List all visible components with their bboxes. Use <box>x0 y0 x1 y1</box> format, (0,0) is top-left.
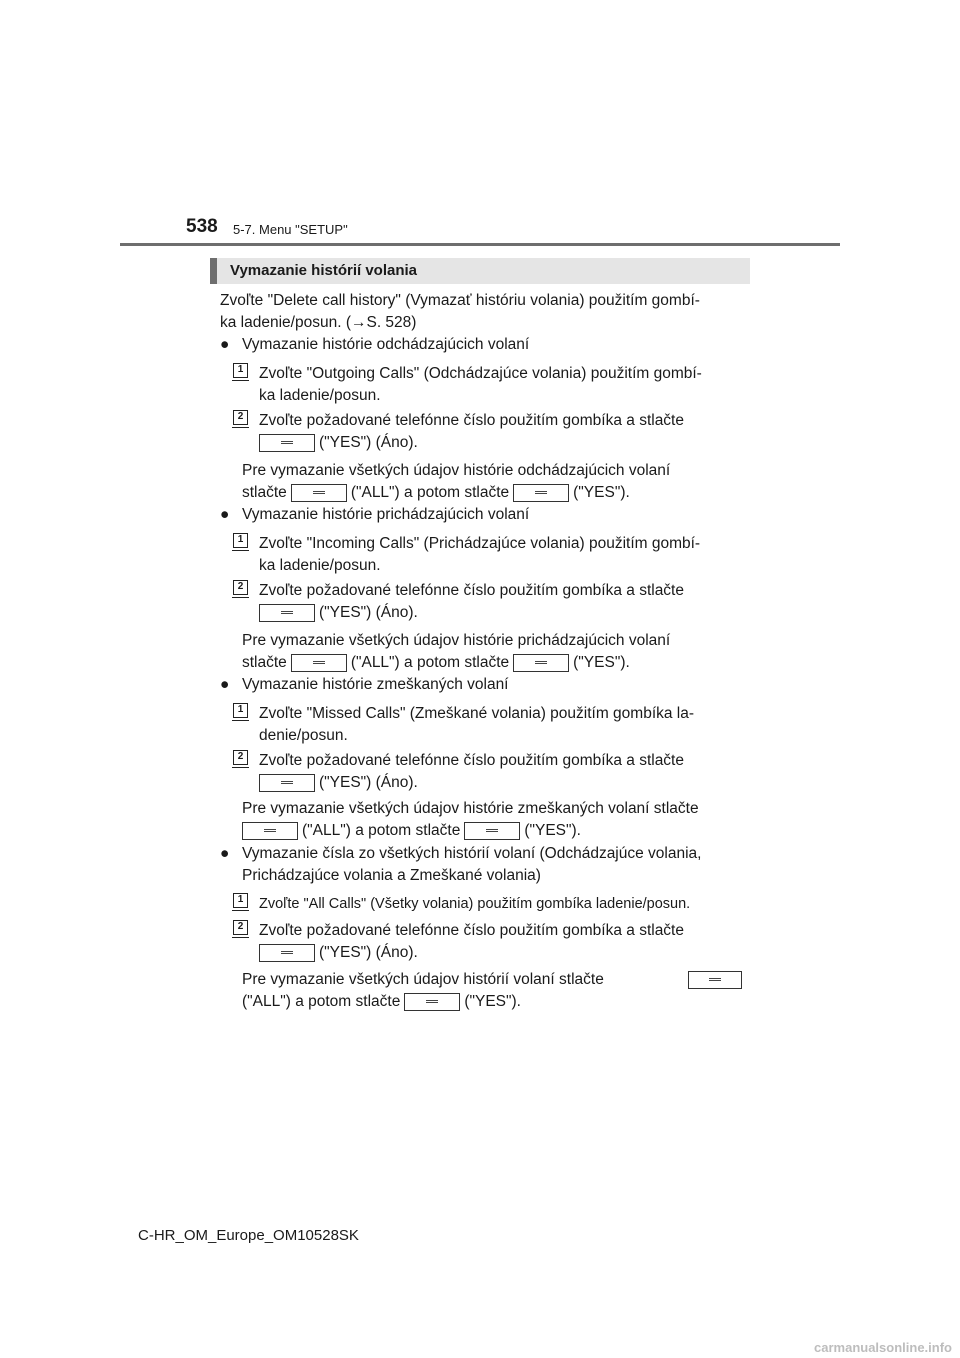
yes-button-icon <box>259 434 315 452</box>
step-number-2: 2 <box>233 920 248 935</box>
section-title: Vymazanie histórií volania <box>230 262 418 279</box>
step-number-1: 1 <box>233 363 248 378</box>
all-button-icon <box>688 971 742 989</box>
yes-button-icon <box>259 774 315 792</box>
all-note-c: ("YES"). <box>464 993 521 1010</box>
missed-note-line1: Pre vymazanie všetkých údajov histórie zmeškaných volaní stlačte <box>242 800 699 817</box>
step-number-1: 1 <box>233 893 248 908</box>
incoming-step2-line2: ("YES") (Áno). <box>319 604 418 621</box>
bullet-icon: ● <box>220 336 230 353</box>
all-button-icon <box>291 654 347 672</box>
outgoing-step1-line1: Zvoľte "Outgoing Calls" (Odchádzajúce volania) použitím gombí- <box>259 365 702 382</box>
yes-button-icon <box>513 484 569 502</box>
all-step1-line1: Zvoľte "All Calls" (Všetky volania) použitím gombíka ladenie/posun. <box>259 896 691 912</box>
section-header <box>210 258 750 284</box>
step-number-2: 2 <box>233 580 248 595</box>
missed-note-c: ("YES"). <box>524 822 581 839</box>
outgoing-note-line1: Pre vymazanie všetkých údajov histórie odchádzajúcich volaní <box>242 462 671 479</box>
missed-step2-line2: ("YES") (Áno). <box>319 774 418 791</box>
chapter-title: 5-7. Menu "SETUP" <box>233 222 348 237</box>
missed-step1-line1: Zvoľte "Missed Calls" (Zmeškané volania) použitím gombíka la- <box>259 705 695 722</box>
incoming-note-b: ("ALL") a potom stlačte <box>350 654 510 671</box>
intro-line-1: Zvoľte "Delete call history" (Vymazať históriu volania) použitím gombí- <box>220 292 700 309</box>
yes-button-icon <box>513 654 569 672</box>
yes-button-icon <box>404 993 460 1011</box>
all-title-line2: Prichádzajúce volania a Zmeškané volania) <box>242 867 541 884</box>
incoming-step1-line1: Zvoľte "Incoming Calls" (Prichádzajúce volania) použitím gombí- <box>259 535 701 552</box>
all-step2-line2: ("YES") (Áno). <box>319 944 418 961</box>
incoming-step2-line1: Zvoľte požadované telefónne číslo použitím gombíka a stlačte <box>259 582 684 599</box>
footer-doc-id: C-HR_OM_Europe_OM10528SK <box>138 1227 359 1244</box>
intro-line-2: ka ladenie/posun. (→S. 528) <box>220 314 417 331</box>
outgoing-step1-line2: ka ladenie/posun. <box>259 387 381 404</box>
incoming-title: Vymazanie histórie prichádzajúcich volaní <box>242 506 530 523</box>
outgoing-note-c: ("YES"). <box>573 484 630 501</box>
all-title-line1: Vymazanie čísla zo všetkých histórií volaní (Odchádzajúce volania, <box>242 845 702 862</box>
all-note-b: ("ALL") a potom stlačte <box>242 993 401 1010</box>
all-button-icon <box>242 822 298 840</box>
yes-button-icon <box>464 822 520 840</box>
step-number-2: 2 <box>233 750 248 765</box>
watermark: carmanualsonline.info <box>814 1340 952 1355</box>
missed-step1-line2: denie/posun. <box>259 727 348 744</box>
header-rule <box>120 243 840 246</box>
yes-button-icon <box>259 604 315 622</box>
all-button-icon <box>291 484 347 502</box>
page-number: 538 <box>186 216 218 237</box>
incoming-step1-line2: ka ladenie/posun. <box>259 557 381 574</box>
incoming-note-c: ("YES"). <box>573 654 630 671</box>
step-number-1: 1 <box>233 703 248 718</box>
bullet-icon: ● <box>220 676 230 693</box>
all-note-line1: Pre vymazanie všetkých údajov histórií volaní stlačte <box>242 971 604 988</box>
missed-step2-line1: Zvoľte požadované telefónne číslo použitím gombíka a stlačte <box>259 752 684 769</box>
incoming-note-a: stlačte <box>242 654 287 671</box>
outgoing-title: Vymazanie histórie odchádzajúcich volaní <box>242 336 530 353</box>
yes-button-icon <box>259 944 315 962</box>
missed-title: Vymazanie histórie zmeškaných volaní <box>242 676 509 693</box>
step-number-1: 1 <box>233 533 248 548</box>
outgoing-note-b: ("ALL") a potom stlačte <box>350 484 510 501</box>
bullet-icon: ● <box>220 506 230 523</box>
incoming-note-line1: Pre vymazanie všetkých údajov histórie prichádzajúcich volaní <box>242 632 671 649</box>
outgoing-note-a: stlačte <box>242 484 287 501</box>
outgoing-step2-line2: ("YES") (Áno). <box>319 434 418 451</box>
missed-note-b: ("ALL") a potom stlačte <box>302 822 461 839</box>
outgoing-step2-line1: Zvoľte požadované telefónne číslo použitím gombíka a stlačte <box>259 412 684 429</box>
step-number-2: 2 <box>233 410 248 425</box>
bullet-icon: ● <box>220 845 230 862</box>
all-step2-line1: Zvoľte požadované telefónne číslo použitím gombíka a stlačte <box>259 922 684 939</box>
